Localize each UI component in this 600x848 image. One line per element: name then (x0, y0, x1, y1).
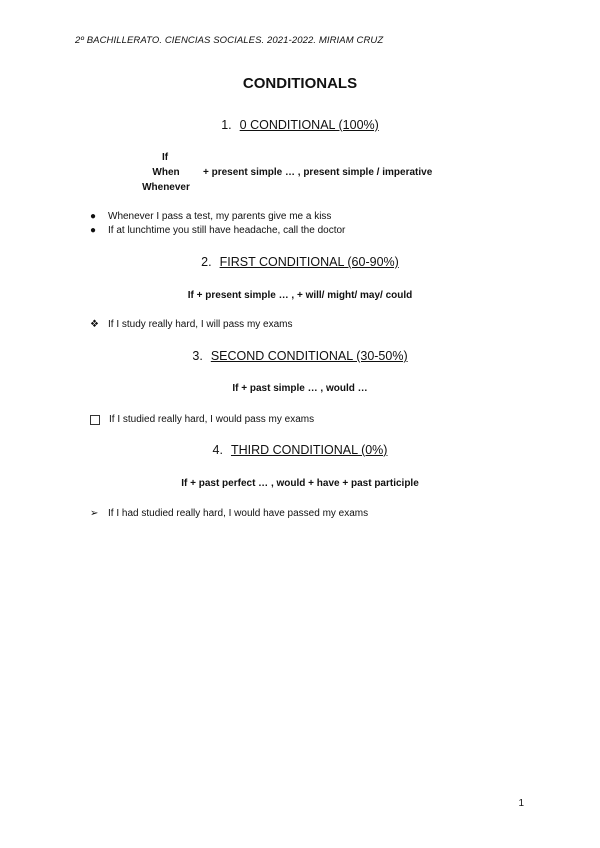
zero-conditional-rule: + present simple … , present simple / imperative (203, 167, 433, 178)
conditional-word-when: When (152, 167, 180, 178)
list-item (90, 414, 314, 425)
section-heading-first (0, 255, 600, 269)
section-heading-third (0, 443, 600, 457)
page-number: 1 (518, 798, 524, 809)
first-conditional-rule: If + present simple … , + will/ might/ may/ could (187, 290, 413, 301)
section-heading-zero (0, 118, 600, 132)
section-name: SECOND CONDITIONAL (30-50%) (210, 349, 408, 363)
page-title: CONDITIONALS (242, 75, 358, 92)
example-text: If I had studied really hard, I would have passed my exams (108, 508, 369, 519)
diamond-bullet-icon: ❖ (90, 319, 99, 330)
example-text: If at lunchtime you still have headache, call the doctor (108, 225, 346, 236)
section-number: 3. (192, 349, 203, 363)
section-number: 4. (212, 443, 223, 457)
conditional-word-if: If (161, 152, 169, 163)
example-text: If I study really hard, I will pass my exams (108, 319, 293, 330)
list-item (90, 508, 368, 519)
second-conditional-rule: If + past simple … , would … (232, 383, 368, 394)
list-item (90, 319, 293, 330)
bullet-icon: ● (90, 211, 97, 222)
section-heading-second (0, 349, 600, 363)
example-text: If I studied really hard, I would pass my exams (109, 414, 315, 425)
section-name: FIRST CONDITIONAL (60-90%) (219, 255, 399, 269)
section-name: 0 CONDITIONAL (100%) (239, 118, 379, 132)
checkbox-icon (90, 415, 100, 425)
section-number: 1. (221, 118, 232, 132)
example-text: Whenever I pass a test, my parents give me a kiss (108, 211, 332, 222)
conditional-word-whenever: Whenever (142, 182, 190, 193)
list-item (90, 225, 345, 236)
document-header: 2º BACHILLERATO. CIENCIAS SOCIALES. 2021-2022. MIRIAM CRUZ (75, 35, 384, 46)
arrow-bullet-icon: ➢ (90, 508, 99, 519)
list-item (90, 211, 331, 222)
section-number: 2. (201, 255, 212, 269)
bullet-icon: ● (90, 225, 97, 236)
section-name: THIRD CONDITIONAL (0%) (230, 443, 388, 457)
third-conditional-rule: If + past perfect … , would + have + past participle (181, 478, 419, 489)
